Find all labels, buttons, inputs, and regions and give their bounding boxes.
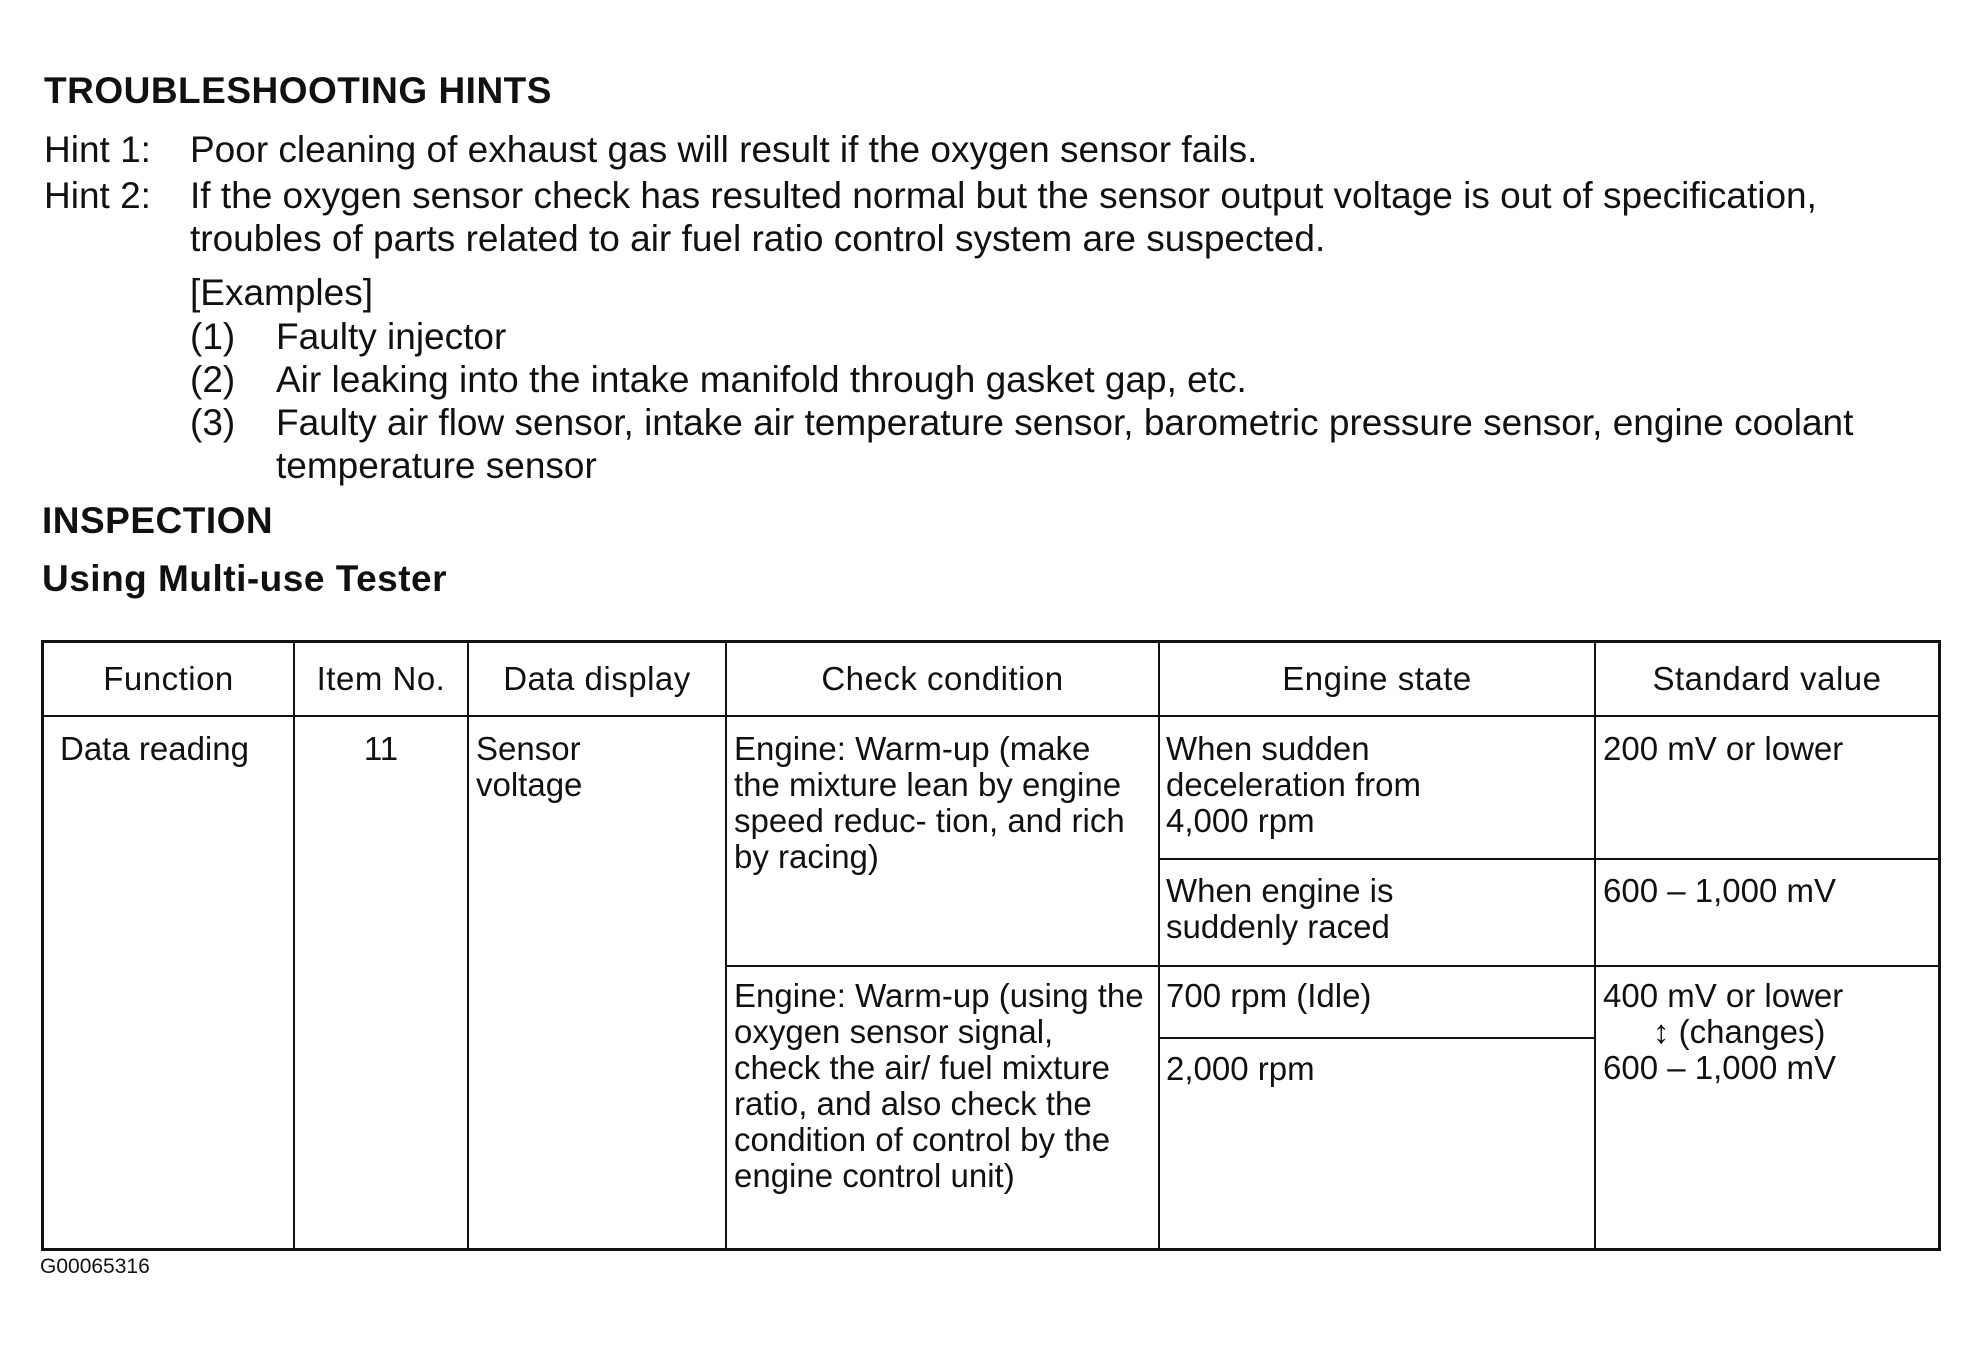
column-divider: [1594, 643, 1596, 1248]
example-number: (2): [190, 359, 236, 400]
changes-label: (changes): [1678, 1013, 1826, 1050]
column-divider: [725, 643, 727, 1248]
hint-1-text: Poor cleaning of exhaust gas will result if the oxygen sensor fails.: [190, 129, 1258, 170]
engine-state-cell: When sudden deceleration from 4,000 rpm: [1166, 730, 1421, 839]
header-engine-state: Engine state: [1282, 660, 1472, 697]
data-display-cell: Sensor voltage: [476, 730, 583, 803]
range-high-value: 600 – 1,000 mV: [1603, 1049, 1836, 1086]
header-check-condition: Check condition: [821, 660, 1064, 697]
standard-value-cell: 600 – 1,000 mV: [1603, 872, 1836, 909]
header-data-display: Data display: [503, 660, 691, 697]
column-divider: [1158, 643, 1160, 1248]
example-number: (3): [190, 402, 236, 443]
range-changes: [1603, 1014, 1933, 1050]
inspection-heading: INSPECTION: [42, 500, 274, 541]
example-text: Air leaking into the intake manifold through gasket gap, etc.: [276, 359, 1247, 400]
row-divider: [1159, 858, 1938, 860]
standard-value-range: [1603, 978, 1933, 1086]
hint-2-text: If the oxygen sensor check has resulted normal but the sensor output voltage is out of specification, troubles of parts related to air fuel ratio control system are suspected.: [190, 175, 1817, 259]
row-divider: [726, 965, 1938, 967]
header-item-no: Item No.: [316, 660, 446, 697]
examples-title: [Examples]: [190, 272, 374, 313]
inspection-table: [41, 640, 1941, 1251]
hint-2: [44, 174, 1944, 260]
engine-state-cell: When engine is suddenly raced: [1166, 872, 1394, 945]
item-no-cell: 11: [363, 730, 399, 767]
header-divider: [44, 715, 1938, 717]
engine-state-cell: 2,000 rpm: [1166, 1050, 1315, 1087]
check-condition-cell: Engine: Warm-up (make the mixture lean by engine speed reduc- tion, and rich by racing): [734, 730, 1125, 875]
function-cell: Data reading: [60, 730, 249, 767]
example-item: [190, 315, 1950, 358]
check-condition-cell: Engine: Warm-up (using the oxygen sensor signal, check the air/ fuel mixture ratio, and also check the condition of control by the engine control unit): [734, 977, 1144, 1194]
header-function: Function: [103, 660, 234, 697]
hint-2-label: Hint 2:: [44, 175, 151, 216]
hint-1-label: Hint 1:: [44, 129, 151, 170]
hint-1: [44, 128, 1944, 171]
row-divider: [1159, 1037, 1595, 1039]
example-item: [190, 401, 1950, 487]
figure-id: G00065316: [40, 1255, 150, 1278]
example-item: [190, 358, 1950, 401]
range-low-value: 400 mV or lower: [1603, 977, 1844, 1014]
example-text: Faulty air flow sensor, intake air temperature sensor, barometric pressure sensor, engine coolant temperature sensor: [276, 402, 1854, 486]
double-arrow-icon: ↕: [1653, 1013, 1670, 1050]
header-standard-value: Standard value: [1652, 660, 1882, 697]
engine-state-cell: 700 rpm (Idle): [1166, 977, 1372, 1014]
inspection-subtitle: Using Multi-use Tester: [42, 558, 448, 599]
troubleshooting-heading: TROUBLESHOOTING HINTS: [44, 70, 552, 111]
standard-value-cell: 200 mV or lower: [1603, 730, 1844, 767]
column-divider: [467, 643, 469, 1248]
example-text: Faulty injector: [276, 316, 507, 357]
example-number: (1): [190, 316, 236, 357]
